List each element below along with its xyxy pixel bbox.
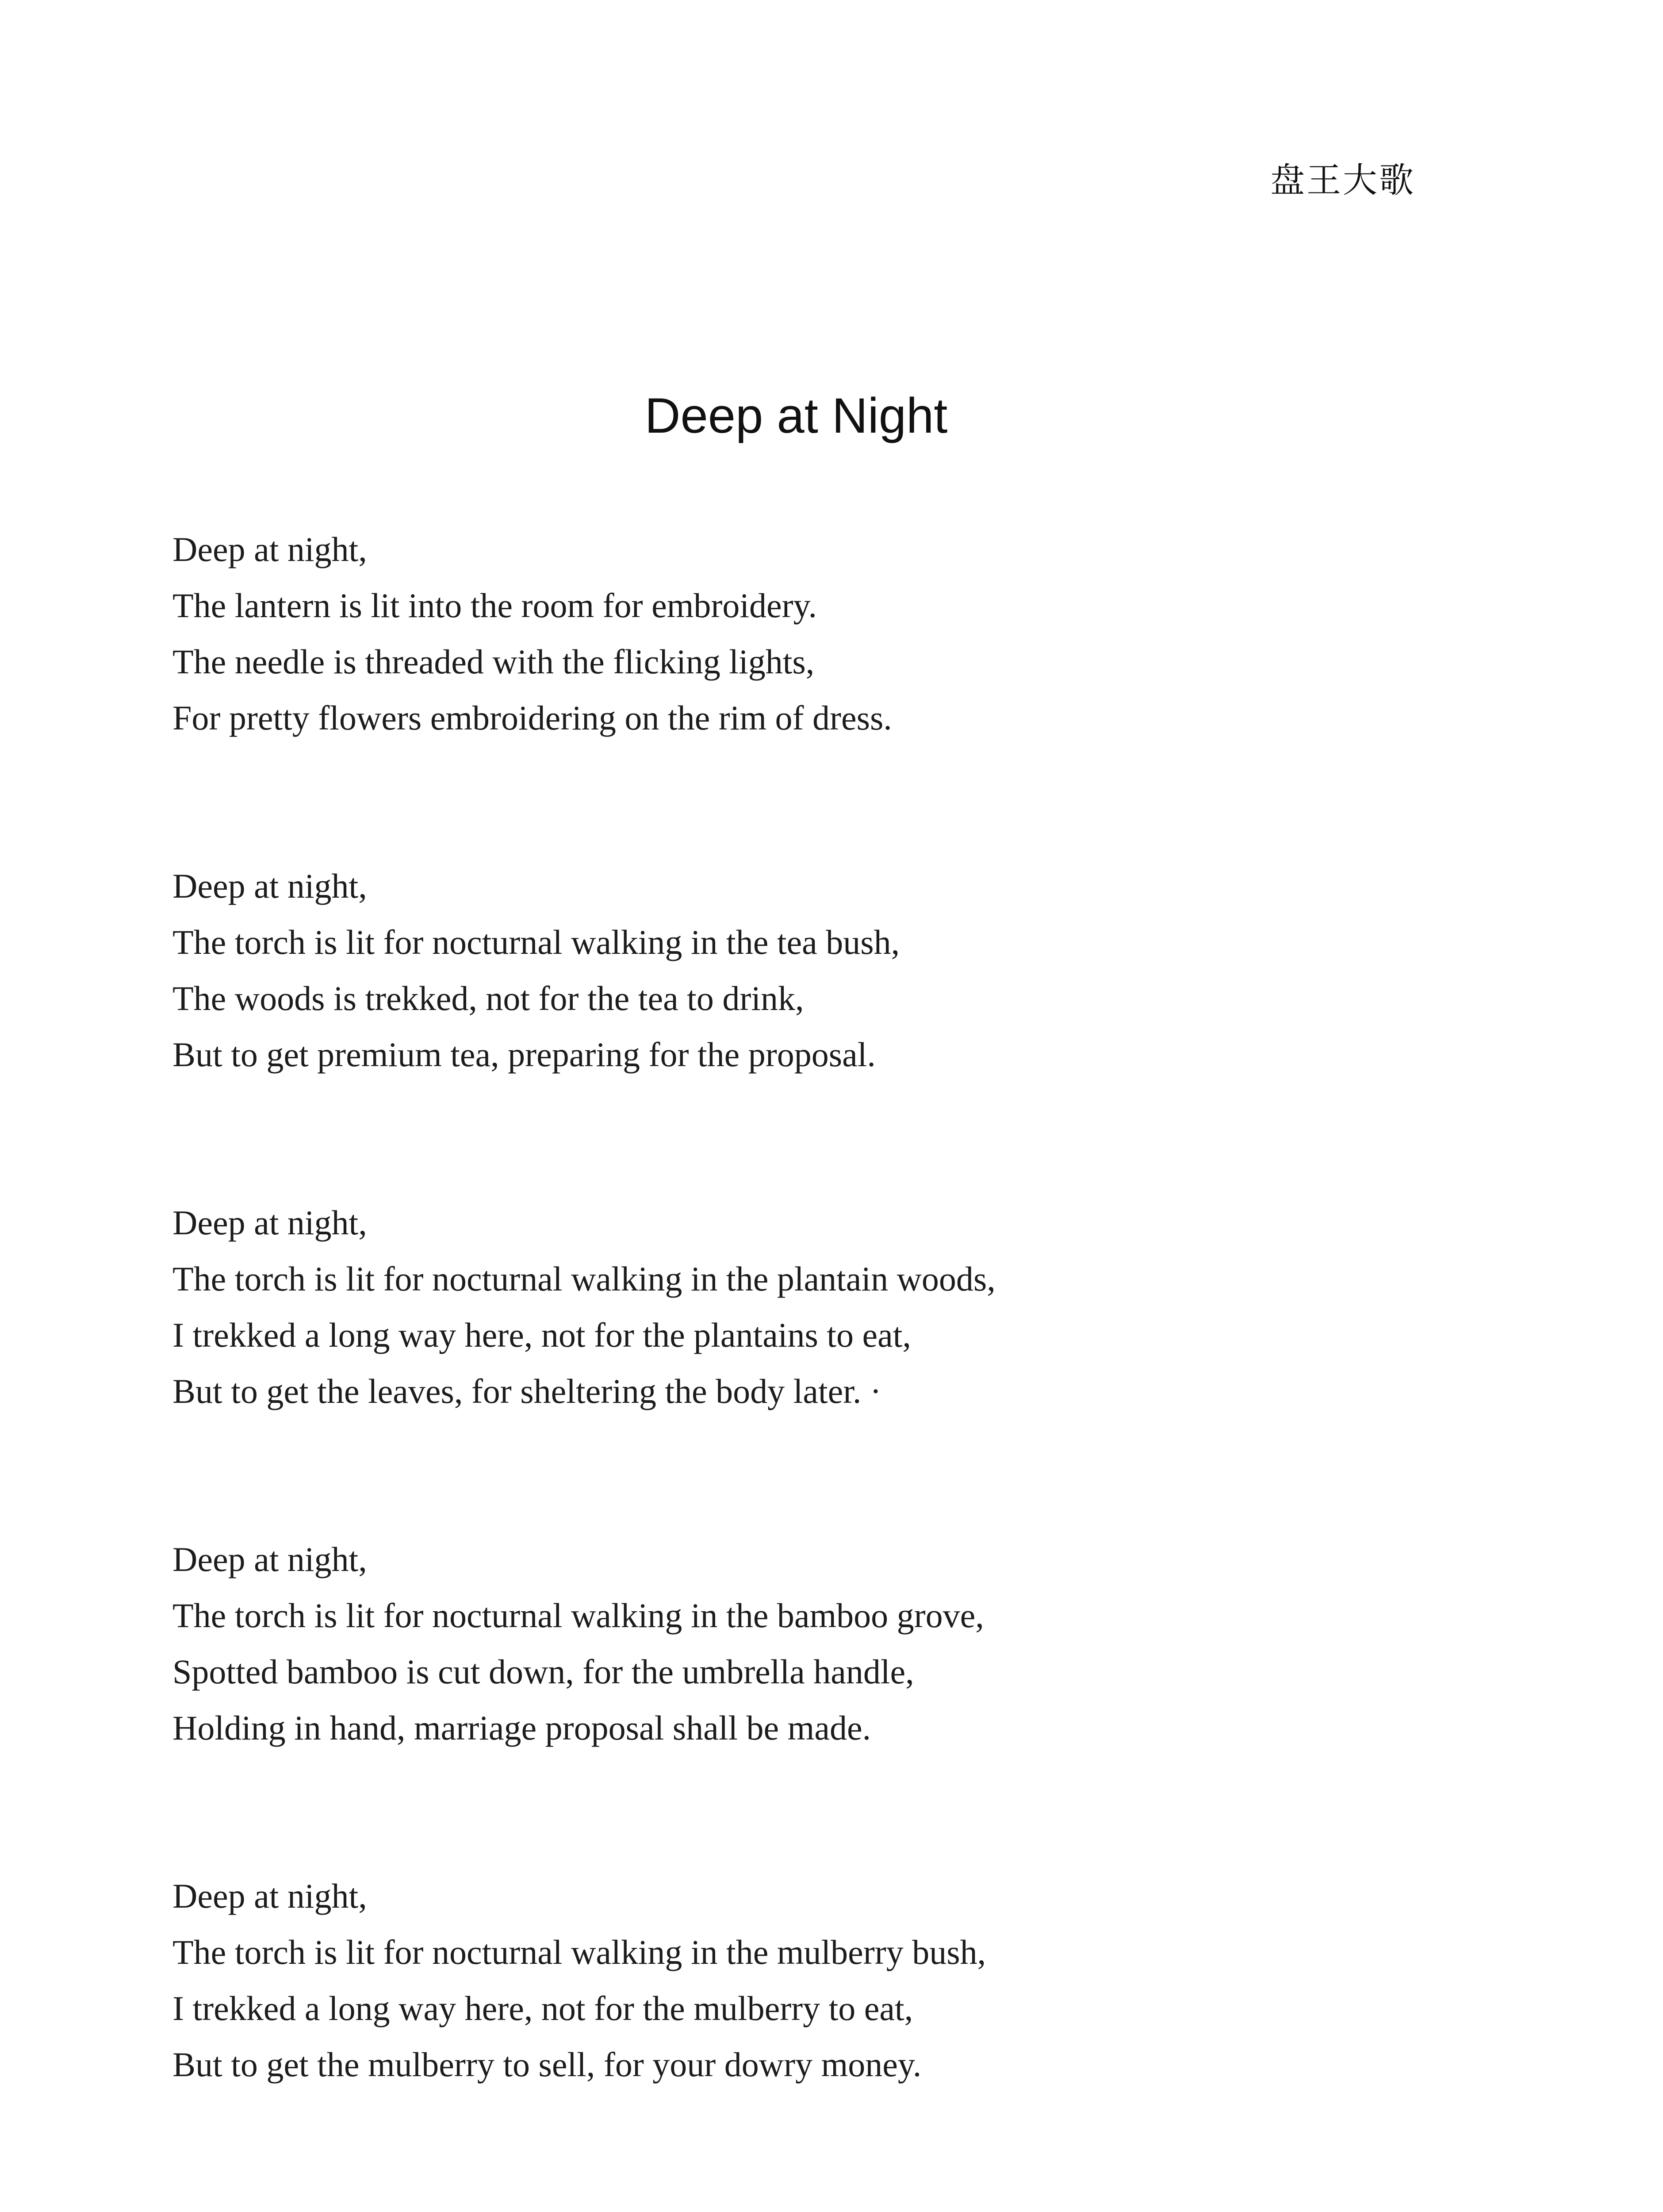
- poem-line: But to get the leaves, for sheltering the body later. ·: [172, 1372, 881, 1410]
- poem-line: But to get premium tea, preparing for the proposal.: [172, 1035, 876, 1074]
- poem-line: Deep at night,: [172, 1540, 367, 1578]
- stanza-4: [172, 1531, 1455, 1756]
- stanza-2: [172, 858, 1455, 1083]
- poem-line: Deep at night,: [172, 1203, 367, 1242]
- poem-line: Holding in hand, marriage proposal shall be made.: [172, 1709, 871, 1747]
- running-header: 盘王大歌: [1270, 161, 1415, 200]
- poem-line: I trekked a long way here, not for the mulberry to eat,: [172, 1989, 913, 2028]
- poem-line: For pretty flowers embroidering on the rim of dress.: [172, 699, 892, 737]
- poem-line: Spotted bamboo is cut down, for the umbrella handle,: [172, 1652, 914, 1691]
- poem-line: Deep at night,: [172, 530, 367, 568]
- poem-line: I trekked a long way here, not for the plantains to eat,: [172, 1316, 911, 1354]
- poem-body: [172, 521, 1455, 2212]
- poem-line: The lantern is lit into the room for embroidery.: [172, 586, 817, 625]
- stanza-3: [172, 1194, 1455, 1419]
- poem-line: The torch is lit for nocturnal walking in the bamboo grove,: [172, 1596, 984, 1635]
- poem-title: Deep at Night: [644, 388, 948, 444]
- poem-line: The woods is trekked, not for the tea to drink,: [172, 979, 804, 1018]
- stanza-6: [172, 2204, 1455, 2212]
- stanza-5: [172, 1868, 1455, 2093]
- poem-line: The torch is lit for nocturnal walking in the plantain woods,: [172, 1260, 996, 1298]
- poem-line: Deep at night,: [172, 1877, 367, 1915]
- poem-line: The torch is lit for nocturnal walking in the mulberry bush,: [172, 1933, 986, 1971]
- poem-line: The torch is lit for nocturnal walking in the tea bush,: [172, 923, 900, 961]
- poem-line: But to get the mulberry to sell, for your dowry money.: [172, 2045, 922, 2084]
- stanza-1: [172, 521, 1455, 746]
- poem-line: Deep at night,: [172, 867, 367, 905]
- poem-line: [172, 2204, 1455, 2212]
- poem-line: The needle is threaded with the flicking lights,: [172, 642, 815, 681]
